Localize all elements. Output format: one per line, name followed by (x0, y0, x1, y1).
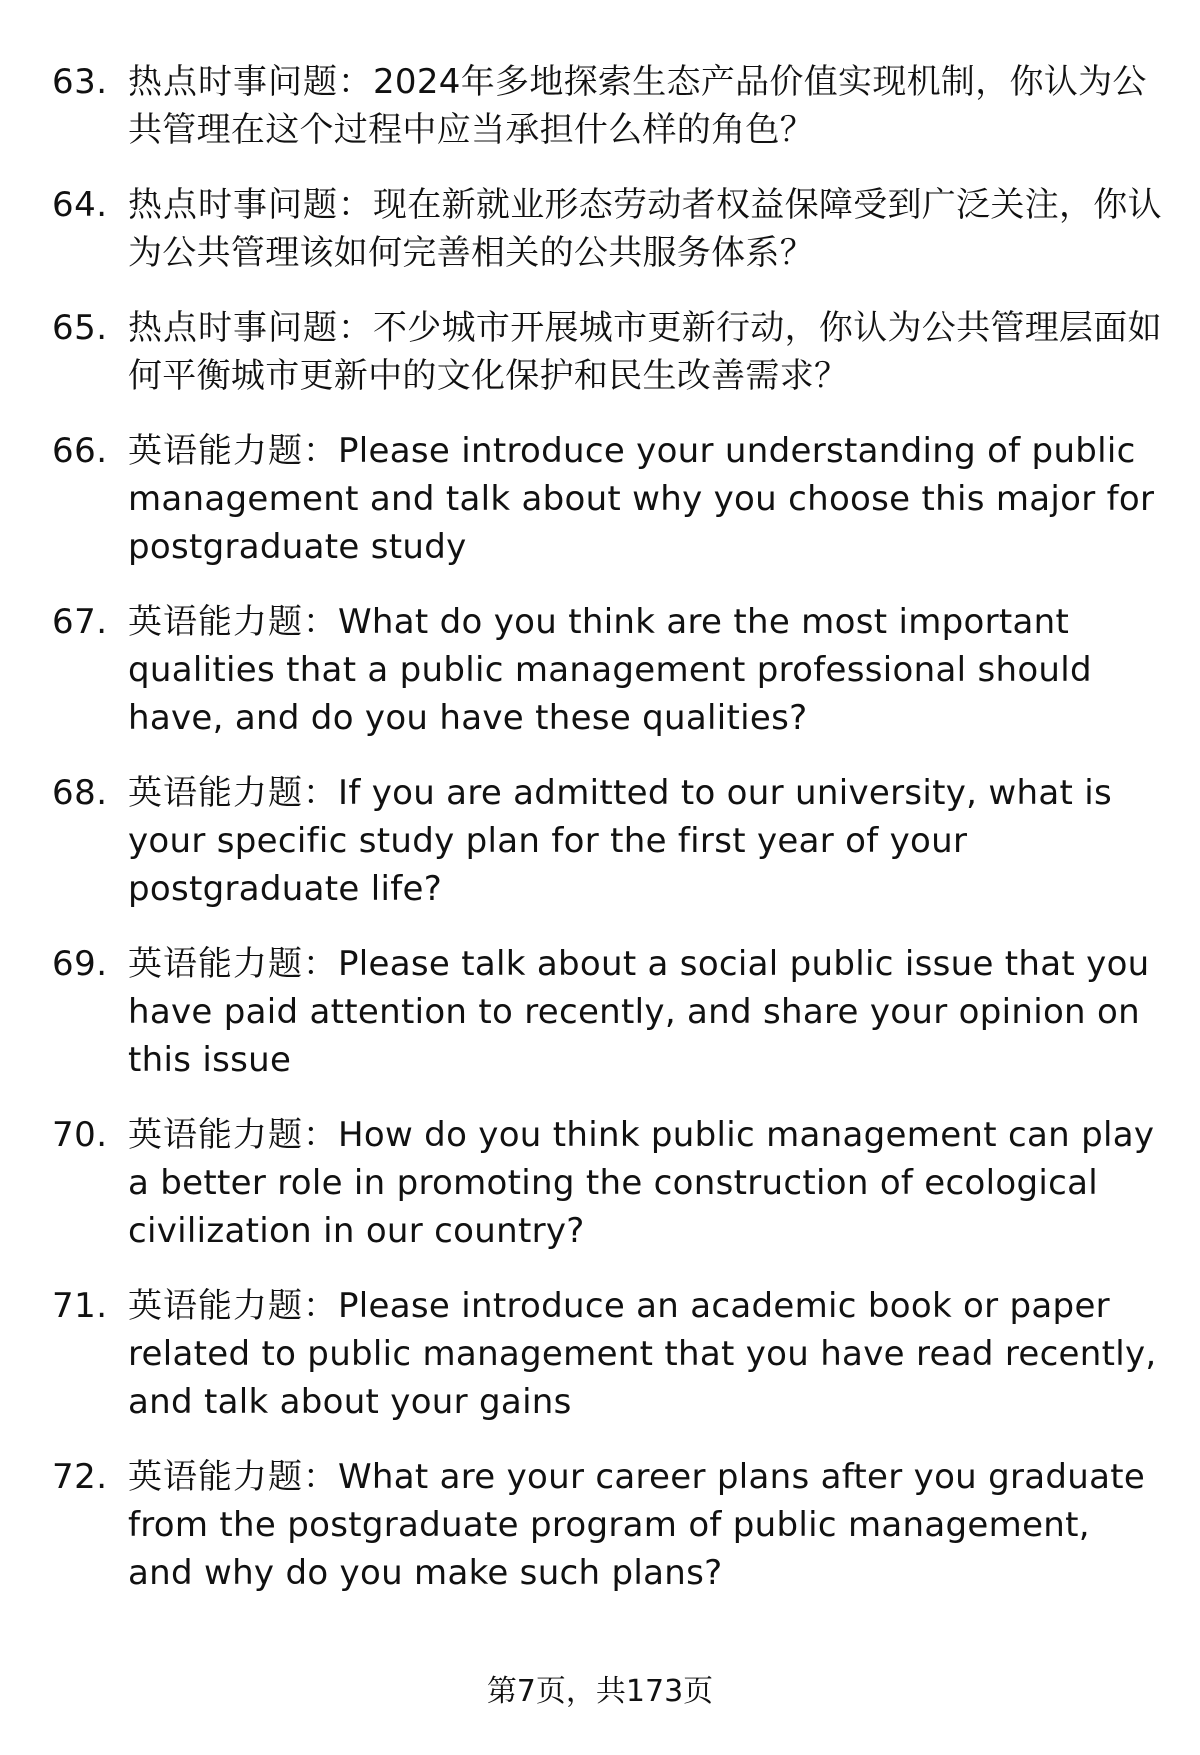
question-number: 68. (52, 773, 108, 813)
question-text-block (128, 58, 1162, 154)
question-text: 现在新就业形态劳动者权益保障受到广泛关注，你认为公共管理该如何完善相关的公共服务体系？ (128, 185, 1162, 273)
question-text-block (128, 1453, 1162, 1597)
question-item (52, 1282, 1162, 1426)
question-text: How do you think public management can play a better role in promoting the construction of ecological civilization in our country? (128, 1115, 1155, 1251)
question-text: What are your career plans after you graduate from the postgraduate program of public management, and why do you make such plans? (128, 1457, 1146, 1593)
question-text: 2024年多地探索生态产品价值实现机制，你认为公共管理在这个过程中应当承担什么样的角色？ (128, 62, 1147, 150)
question-number: 64. (52, 185, 108, 225)
question-item (52, 1111, 1162, 1255)
question-text-block (128, 1282, 1162, 1426)
question-list (52, 58, 1162, 1624)
question-item (52, 427, 1162, 571)
question-category: 热点时事问题： (128, 185, 373, 225)
question-item (52, 940, 1162, 1084)
question-text: Please introduce your understanding of public management and talk about why you choose this major for postgraduate study (128, 431, 1155, 567)
question-category: 英语能力题： (128, 944, 338, 984)
question-category: 英语能力题： (128, 431, 338, 471)
question-category: 热点时事问题： (128, 62, 373, 102)
question-category: 英语能力题： (128, 1286, 338, 1326)
question-number: 70. (52, 1115, 108, 1155)
page-number-footer: 第7页，共173页 (486, 1674, 714, 1709)
question-item (52, 181, 1162, 277)
question-number: 72. (52, 1457, 108, 1497)
question-number: 65. (52, 308, 108, 348)
question-category: 英语能力题： (128, 1115, 338, 1155)
question-item (52, 304, 1162, 400)
question-category: 英语能力题： (128, 773, 338, 813)
question-number: 71. (52, 1286, 108, 1326)
question-item (52, 1453, 1162, 1597)
question-number: 69. (52, 944, 108, 984)
question-text-block (128, 769, 1162, 913)
question-category: 热点时事问题： (128, 308, 373, 348)
question-item (52, 58, 1162, 154)
question-item (52, 769, 1162, 913)
question-text: 不少城市开展城市更新行动，你认为公共管理层面如何平衡城市更新中的文化保护和民生改善需求？ (128, 308, 1162, 396)
question-text: Please talk about a social public issue that you have paid attention to recently, and share your opinion on this issue (128, 944, 1150, 1080)
question-text-block (128, 304, 1162, 400)
question-number: 66. (52, 431, 108, 471)
question-item (52, 598, 1162, 742)
question-text-block (128, 1111, 1162, 1255)
question-text: What do you think are the most important qualities that a public management professional should have, and do you have these qualities? (128, 602, 1092, 738)
question-category: 英语能力题： (128, 1457, 338, 1497)
question-text: Please introduce an academic book or paper related to public management that you have read recently, and talk about your gains (128, 1286, 1157, 1422)
question-text-block (128, 181, 1162, 277)
question-category: 英语能力题： (128, 602, 338, 642)
question-text-block (128, 427, 1162, 571)
question-text: If you are admitted to our university, what is your specific study plan for the first year of your postgraduate life? (128, 773, 1112, 909)
question-text-block (128, 598, 1162, 742)
question-number: 67. (52, 602, 108, 642)
question-number: 63. (52, 62, 108, 102)
question-text-block (128, 940, 1162, 1084)
